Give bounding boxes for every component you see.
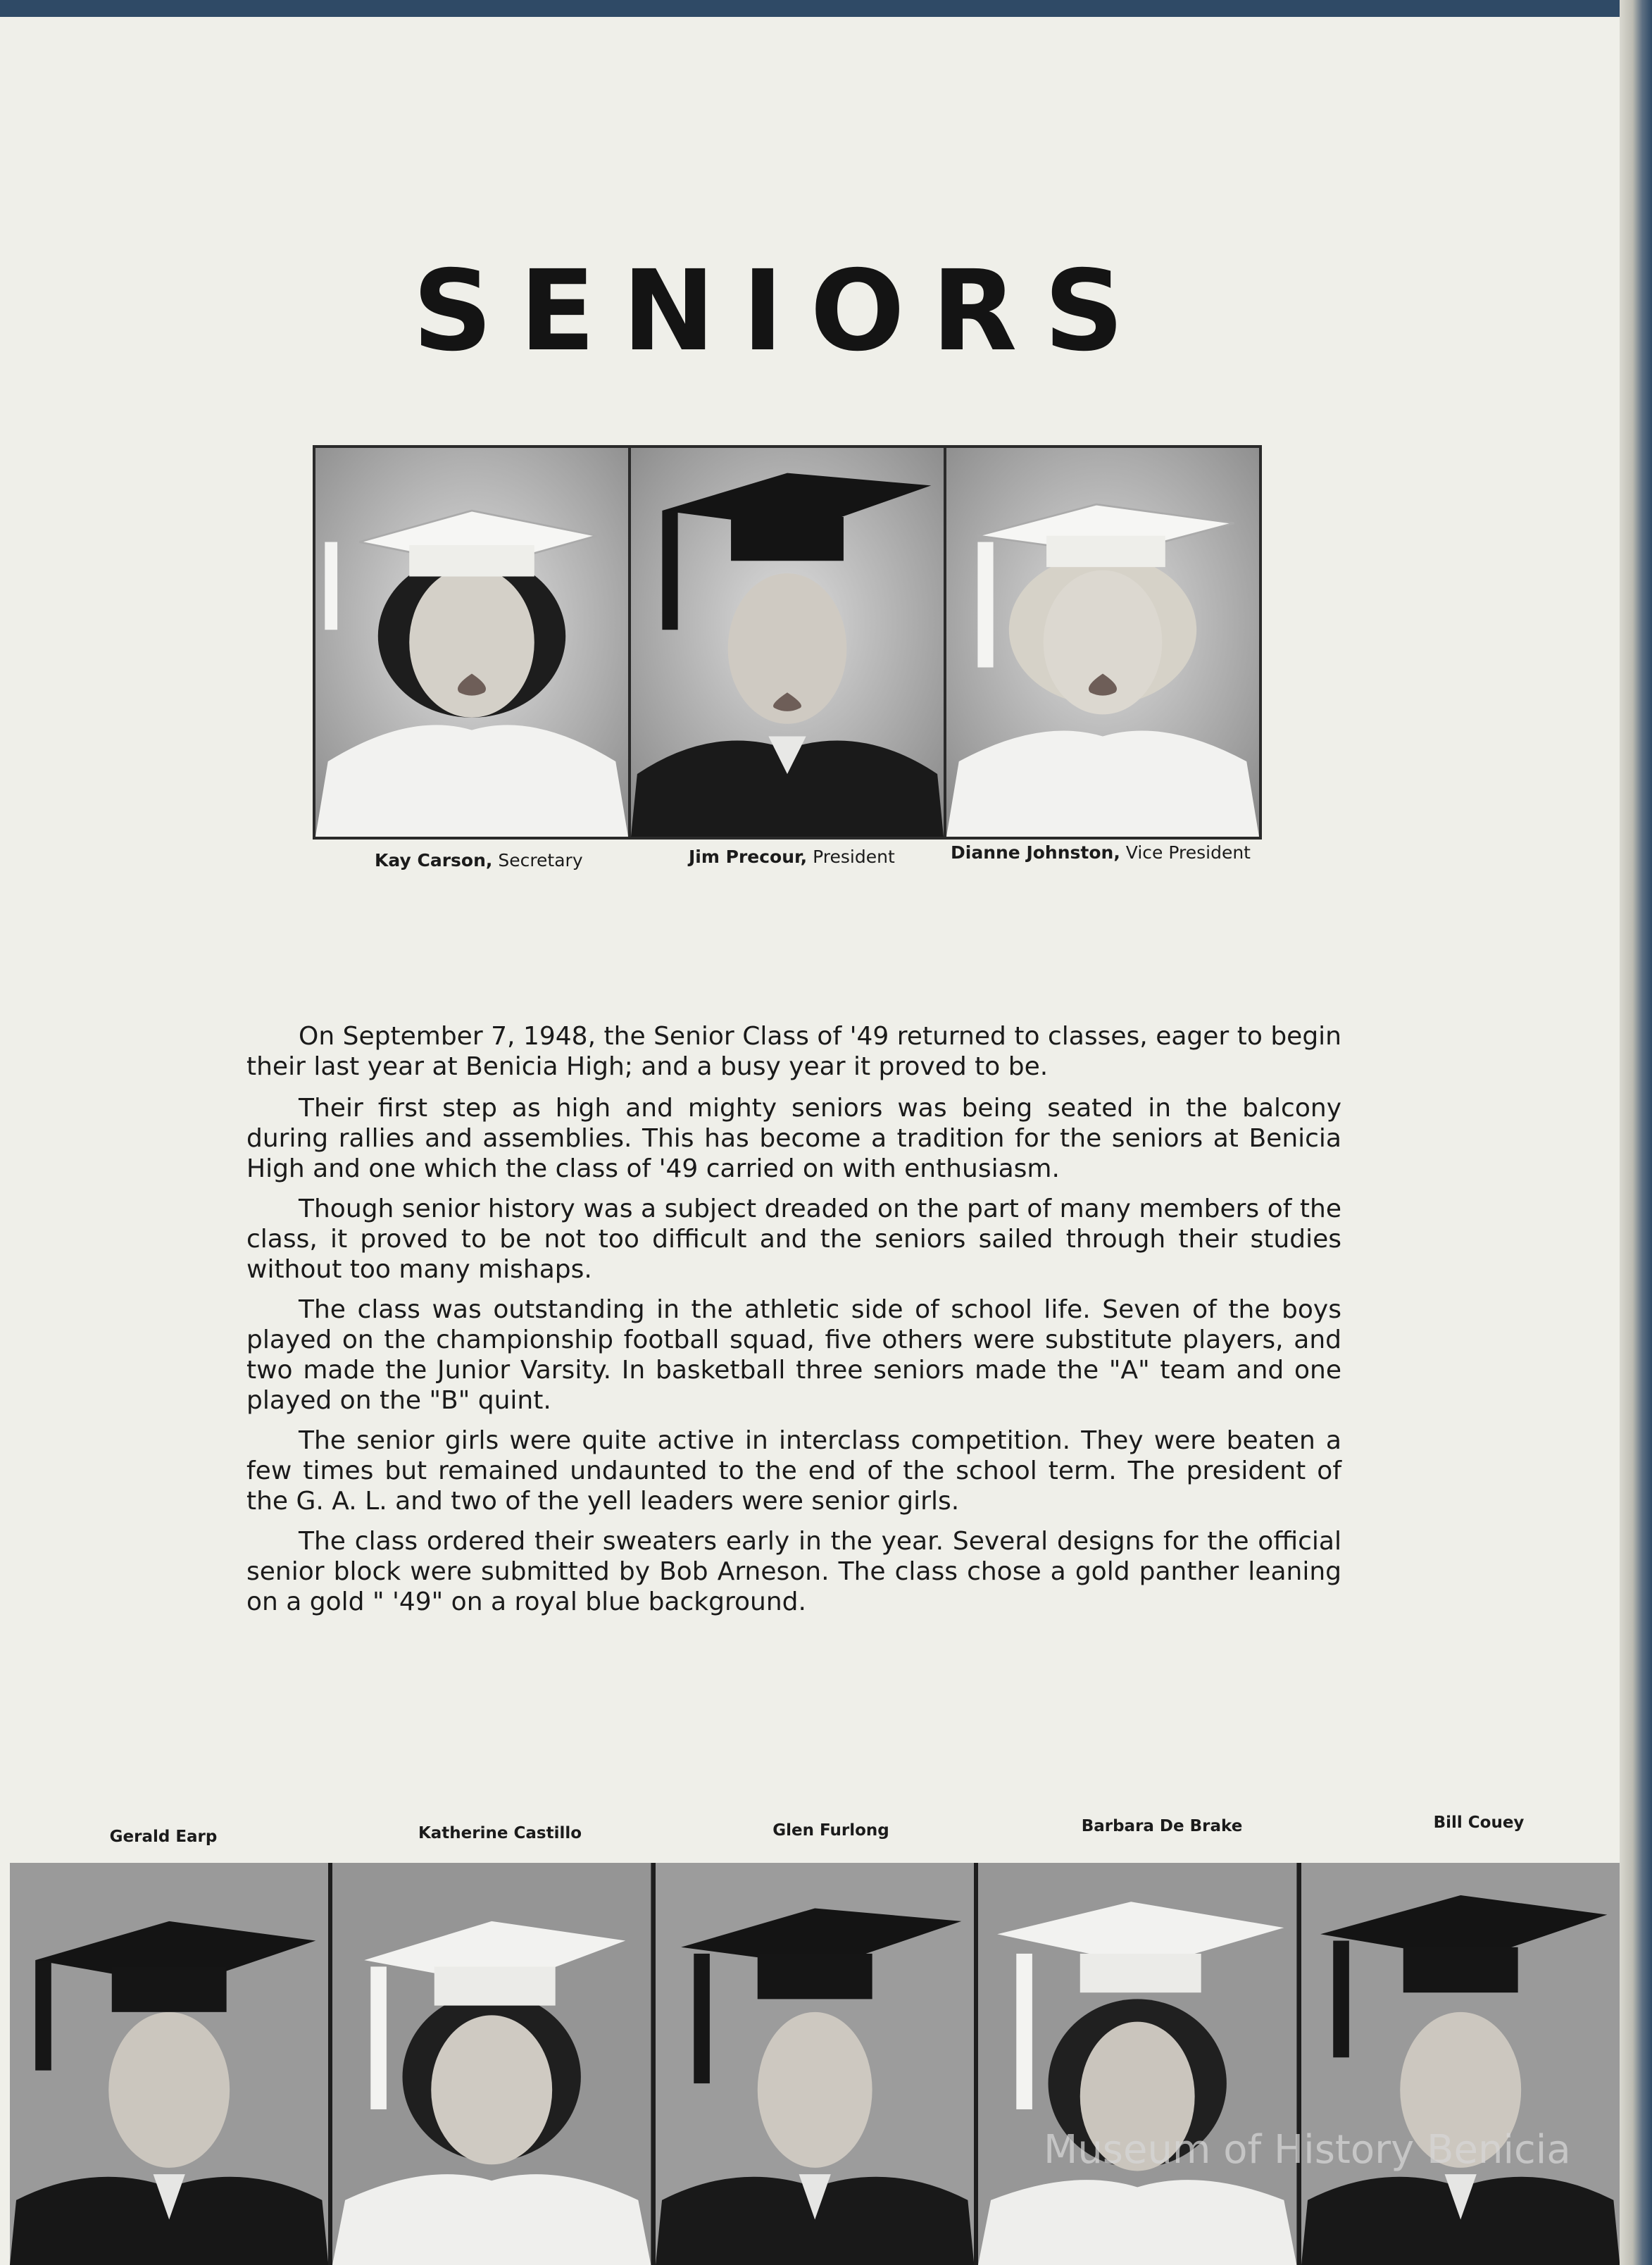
graduate-portrait-image	[315, 448, 628, 837]
officer-role: Vice President	[1125, 842, 1251, 863]
officer-portrait-president	[631, 448, 944, 837]
officer-portrait-vice-president	[946, 448, 1259, 837]
graduate-portrait-image	[978, 1863, 1296, 2265]
senior-portrait	[332, 1863, 651, 2265]
officer-portrait-secretary	[315, 448, 628, 837]
body-paragraph: The class was outstanding in the athletic side of school life. Seven of the boys played on the championship football squad, five others were substitute players, and two made the Junior Varsity. In basketball three seniors made the "A" team and one played on the "B" quint.	[246, 1295, 1341, 1415]
officer-caption-president	[689, 847, 895, 867]
graduate-portrait-image	[656, 1863, 974, 2265]
officer-name: Kay Carson,	[375, 850, 493, 871]
senior-portrait	[978, 1863, 1296, 2265]
officer-role: Secretary	[498, 850, 583, 871]
page-title: SENIORS	[412, 247, 1151, 376]
senior-name: Katherine Castillo	[418, 1824, 582, 1842]
senior-name: Bill Couey	[1433, 1814, 1525, 1832]
class-history-text	[246, 1021, 1341, 1627]
body-paragraph: On September 7, 1948, the Senior Class of '49 returned to classes, eager to begin their last year at Benicia High; and a busy year it proved to be.	[246, 1022, 1341, 1081]
senior-name: Barbara De Brake	[1081, 1817, 1243, 1835]
senior-name: Glen Furlong	[772, 1821, 889, 1840]
graduate-portrait-image	[631, 448, 944, 837]
senior-photos-row	[10, 1863, 1620, 2265]
officer-caption-secretary	[375, 850, 583, 871]
officer-name: Dianne Johnston,	[951, 842, 1120, 863]
officer-role: President	[813, 847, 895, 867]
body-paragraph: Their first step as high and mighty seniors was being seated in the balcony during rallies and assemblies. This has become a tradition for the seniors at Benicia High and one which the class of '49 carried on with enthusiasm.	[246, 1094, 1341, 1183]
body-paragraph: Though senior history was a subject dreaded on the part of many members of the class, it proved to be not too difficult and the seniors sailed through their studies without too many mishaps.	[246, 1194, 1341, 1284]
senior-name: Gerald Earp	[109, 1828, 218, 1846]
senior-portrait	[1301, 1863, 1620, 2265]
senior-portrait	[656, 1863, 974, 2265]
body-paragraph: The class ordered their sweaters early in the year. Several designs for the official senior block were submitted by Bob Arneson. The class chose a gold panther leaning on a gold " '49" on a royal blue background.	[246, 1527, 1341, 1616]
graduate-portrait-image	[946, 448, 1259, 837]
officer-photos	[313, 445, 1262, 840]
museum-watermark: Museum of History Benicia	[1044, 2127, 1571, 2173]
graduate-portrait-image	[10, 1863, 328, 2265]
officer-caption-vice-president	[951, 842, 1251, 863]
graduate-portrait-image	[1301, 1863, 1620, 2265]
officer-name: Jim Precour,	[689, 847, 808, 867]
senior-portrait	[10, 1863, 328, 2265]
body-paragraph: The senior girls were quite active in interclass competition. They were beaten a few times but remained undaunted to the end of the school term. The president of the G. A. L. and two of the yell leaders were senior girls.	[246, 1426, 1341, 1516]
page-binding-edge	[1620, 0, 1652, 2265]
graduate-portrait-image	[332, 1863, 651, 2265]
